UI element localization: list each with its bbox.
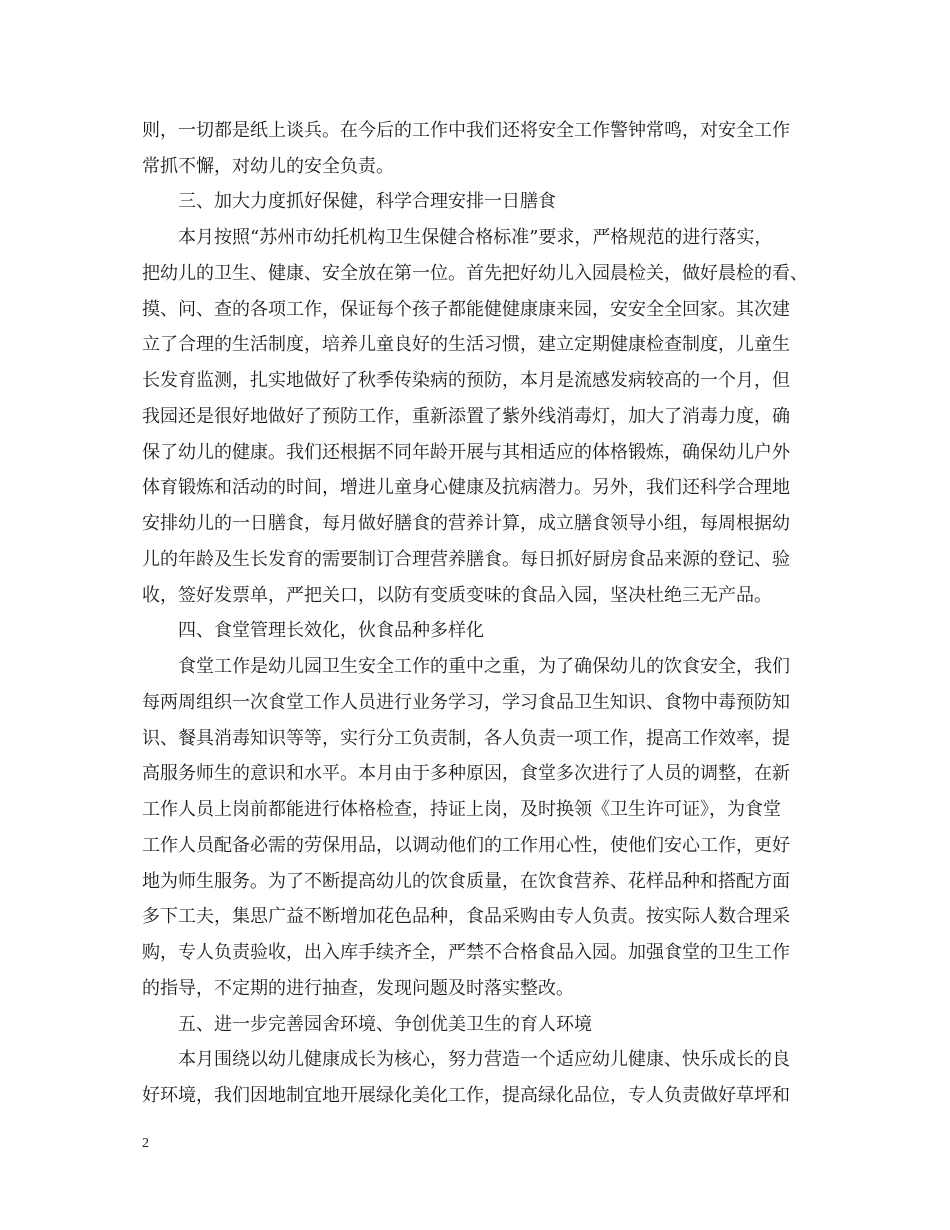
- body-line: 保了幼儿的健康。我们还根据不同年龄开展与其相适应的体格锻炼，确保幼儿户外: [142, 442, 790, 463]
- body-line: 把幼儿的卫生、健康、安全放在第一位。首先把好幼儿入园晨检关，做好晨检的看、: [142, 263, 808, 284]
- body-line: 购，专人负责验收，出入库手续齐全，严禁不合格食品入园。加强食堂的卫生工作: [142, 942, 790, 963]
- body-line: 地为师生服务。为了不断提高幼儿的饮食质量，在饮食营养、花样品种和搭配方面: [142, 871, 790, 892]
- section-heading: 三、加大力度抓好保健，科学合理安排一日膳食: [142, 191, 556, 212]
- body-line: 本月按照“苏州市幼托机构卫生保健合格标准”要求，严格规范的进行落实，: [142, 227, 773, 248]
- body-line: 多下工夫，集思广益不断增加花色品种，食品采购由专人负责。按实际人数合理采: [142, 906, 790, 927]
- body-line: 每两周组织一次食堂工作人员进行业务学习，学习食品卫生知识、食物中毒预防知: [142, 692, 790, 713]
- body-line: 长发育监测，扎实地做好了秋季传染病的预防，本月是流感发病较高的一个月，但: [142, 370, 790, 391]
- body-line: 则，一切都是纸上谈兵。在今后的工作中我们还将安全工作警钟常鸣，对安全工作: [142, 120, 790, 141]
- body-line: 的指导，不定期的进行抽查，发现问题及时落实整改。: [142, 978, 574, 999]
- body-line: 工作人员上岗前都能进行体格检查，持证上岗，及时换领《卫生许可证》，为食堂: [142, 799, 781, 820]
- page-number: 2: [142, 1136, 149, 1151]
- body-line: 工作人员配备必需的劳保用品，以调动他们的工作用心性，使他们安心工作，更好: [142, 835, 790, 856]
- body-line: 常抓不懈，对幼儿的安全负责。: [142, 156, 394, 177]
- section-heading: 五、进一步完善园舍环境、争创优美卫生的育人环境: [142, 1014, 592, 1035]
- body-line: 高服务师生的意识和水平。本月由于多种原因，食堂多次进行了人员的调整，在新: [142, 763, 790, 784]
- body-line: 我园还是很好地做好了预防工作，重新添置了紫外线消毒灯，加大了消毒力度，确: [142, 406, 790, 427]
- body-line: 摸、问、查的各项工作，保证每个孩子都能健健康康来园，安安全全回家。其次建: [142, 299, 790, 320]
- body-line: 好环境，我们因地制宜地开展绿化美化工作，提高绿化品位，专人负责做好草坪和: [142, 1085, 790, 1106]
- body-line: 食堂工作是幼儿园卫生安全工作的重中之重，为了确保幼儿的饮食安全，我们: [142, 656, 790, 677]
- body-line: 体育锻炼和活动的时间，增进儿童身心健康及抗病潜力。另外，我们还科学合理地: [142, 477, 790, 498]
- body-line: 识、餐具消毒知识等等，实行分工负责制，各人负责一项工作，提高工作效率，提: [142, 728, 790, 749]
- section-heading: 四、食堂管理长效化，伙食品种多样化: [142, 620, 484, 641]
- body-line: 安排幼儿的一日膳食，每月做好膳食的营养计算，成立膳食领导小组，每周根据幼: [142, 513, 790, 534]
- body-line: 立了合理的生活制度，培养儿童良好的生活习惯，建立定期健康检查制度，儿童生: [142, 334, 790, 355]
- body-line: 本月围绕以幼儿健康成长为核心，努力营造一个适应幼儿健康、快乐成长的良: [142, 1049, 790, 1070]
- body-line: 儿的年龄及生长发育的需要制订合理营养膳食。每日抓好厨房食品来源的登记、验: [142, 549, 790, 570]
- body-line: 收，签好发票单，严把关口，以防有变质变味的食品入园，坚决杜绝三无产品。: [142, 585, 772, 606]
